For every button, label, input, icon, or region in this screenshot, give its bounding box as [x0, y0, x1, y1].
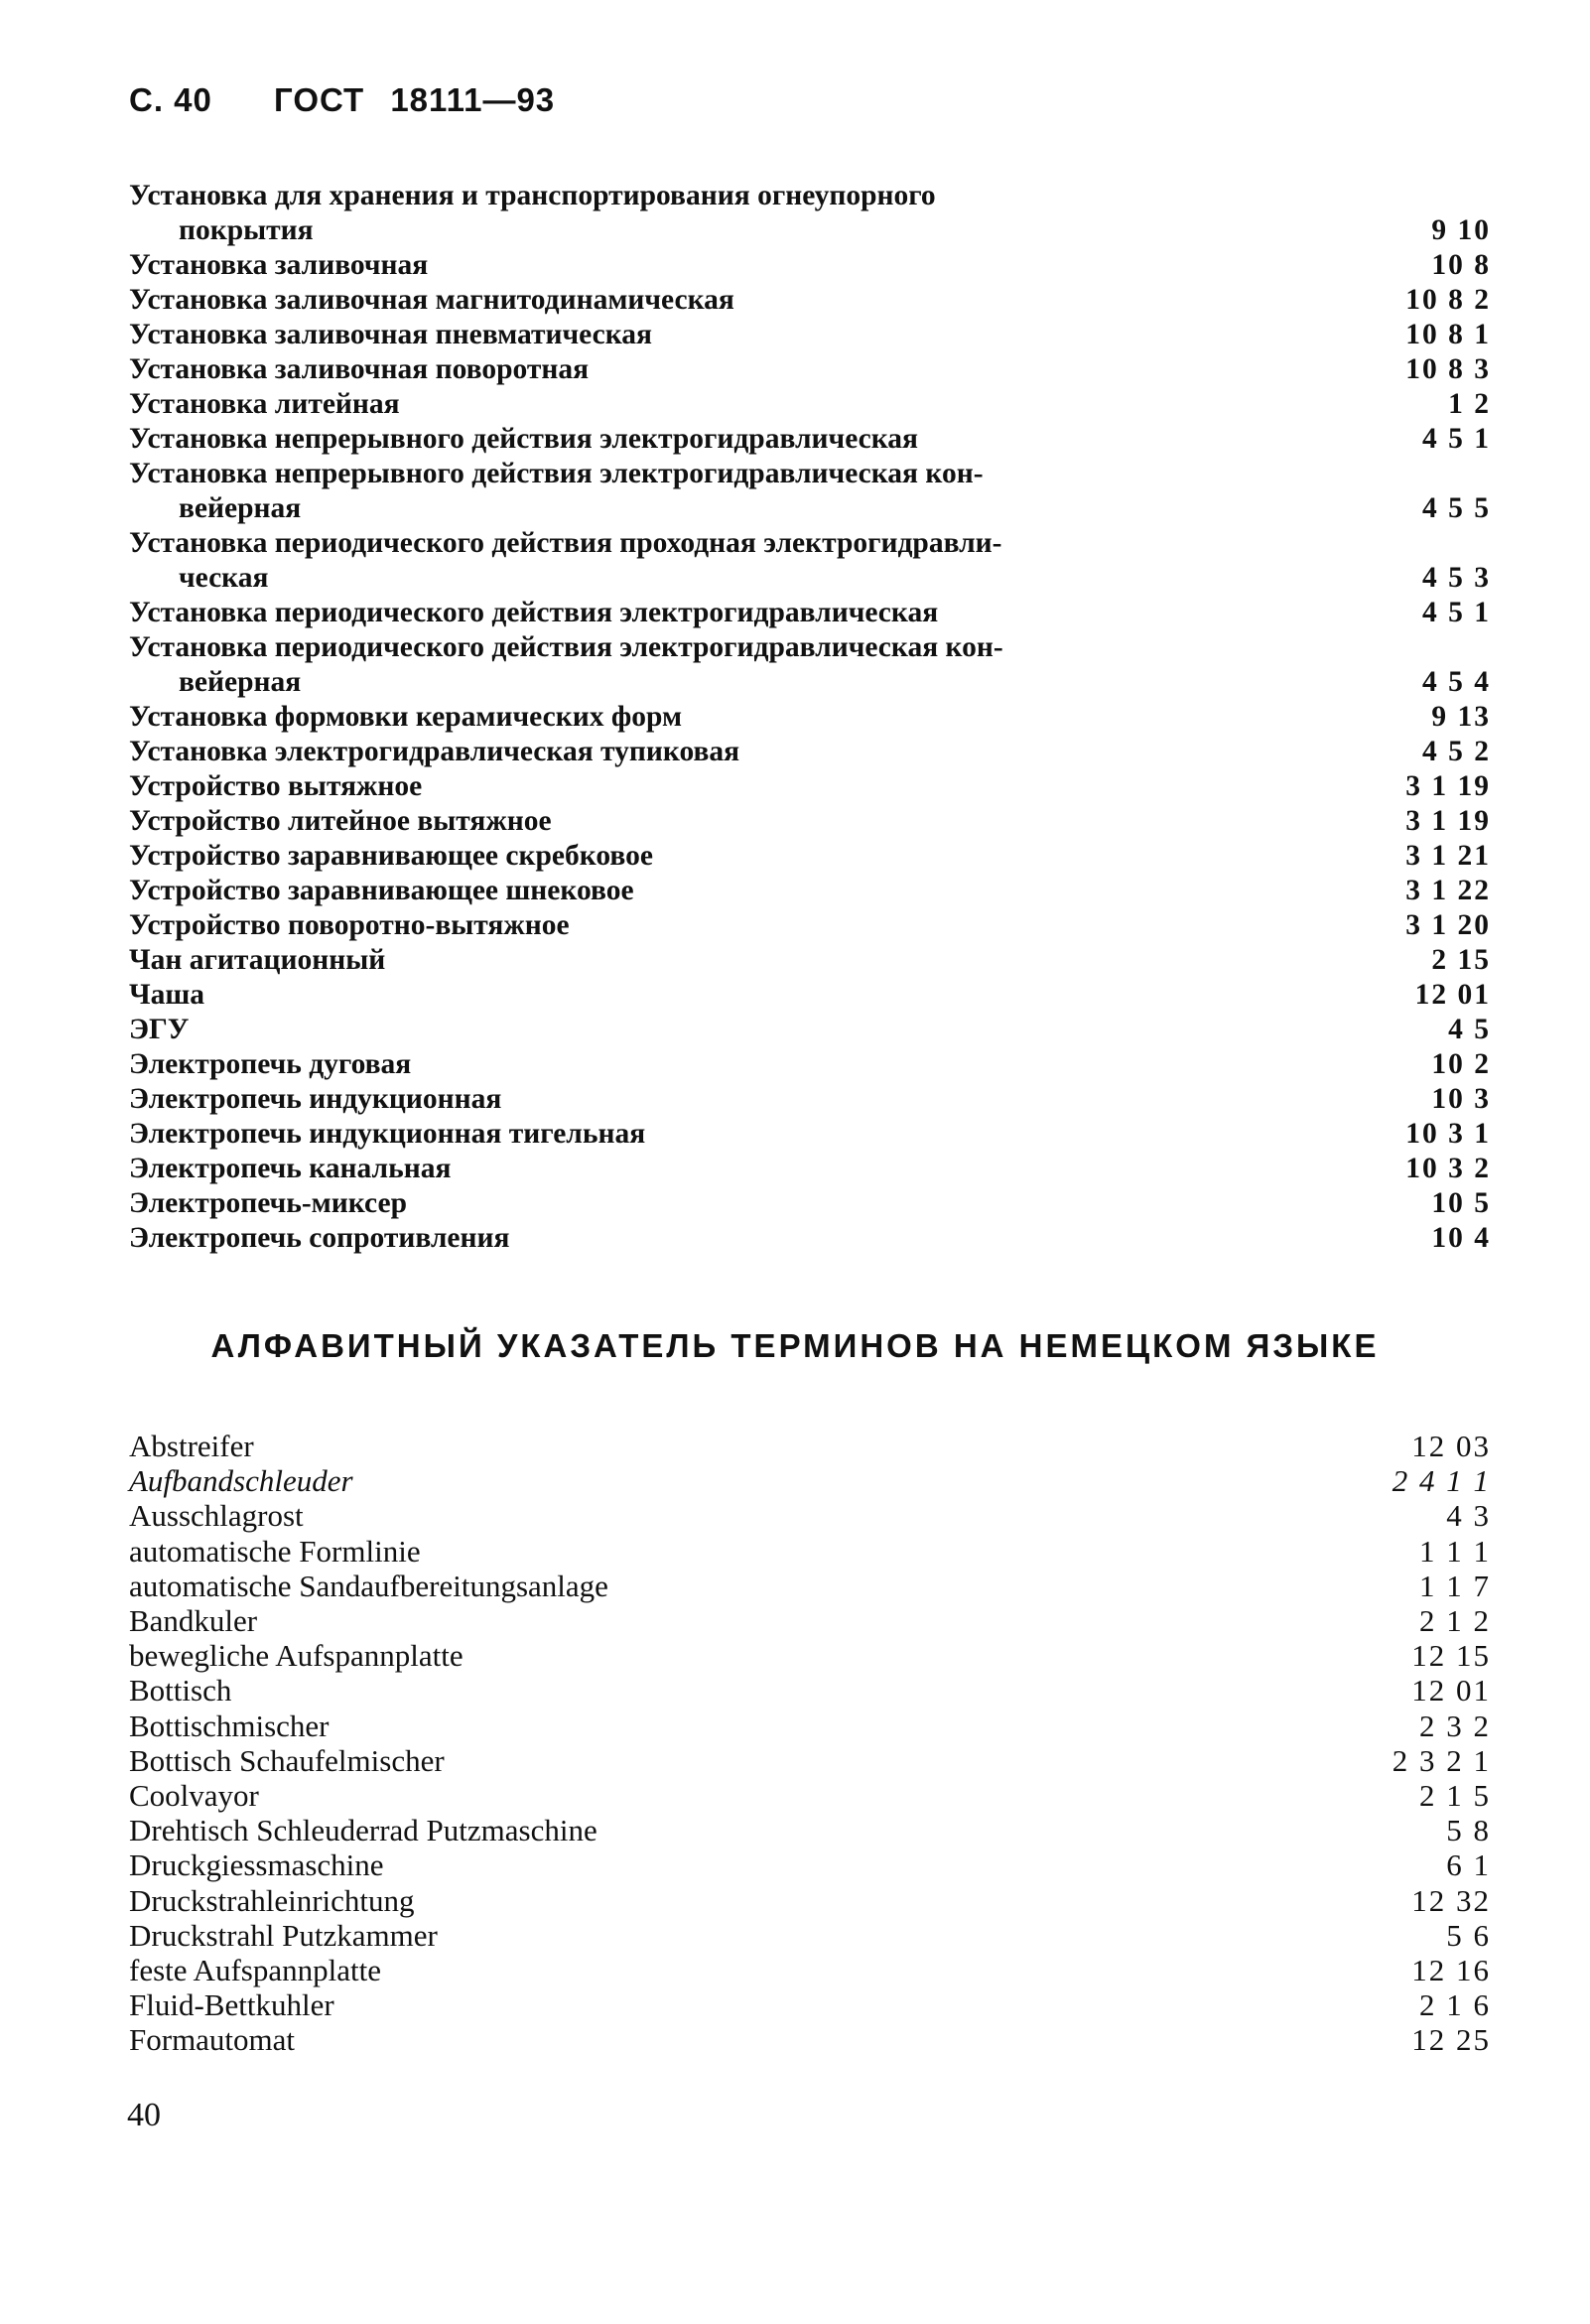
index-code: 12 32 — [1411, 1882, 1491, 1918]
index-term: automatische Formlinie — [129, 1533, 421, 1569]
index-entry — [129, 1638, 1491, 1673]
term-line: Установка непрерывного действия электрогидравлическая кон- — [129, 458, 984, 489]
index-code: 4 5 2 — [1422, 736, 1491, 767]
index-code: 3 1 20 — [1405, 909, 1491, 941]
index-term — [129, 179, 1431, 248]
index-term: feste Aufspannplatte — [129, 1953, 381, 1988]
index-term — [129, 1152, 1405, 1186]
term-line: Устройство литейное вытяжное — [129, 805, 552, 837]
index-code: 3 1 22 — [1405, 875, 1491, 906]
index-term — [129, 283, 1405, 318]
term-line: Установка непрерывного действия электрогидравлическая — [129, 423, 919, 455]
index-term: Coolvayor — [129, 1778, 259, 1814]
section-title: АЛФАВИТНЫЙ УКАЗАТЕЛЬ ТЕРМИНОВ НА НЕМЕЦКОМ ЯЗЫКЕ — [210, 1327, 1380, 1364]
index-code: 12 16 — [1411, 1953, 1491, 1988]
index-entry — [129, 1082, 1491, 1117]
index-code: 2 3 2 — [1419, 1708, 1491, 1743]
index-code: 1 2 — [1448, 388, 1491, 420]
index-term: Bottisch Schaufelmischer — [129, 1742, 445, 1778]
index-entry — [129, 352, 1491, 387]
page-label: С. 40 — [129, 81, 212, 118]
index-term — [129, 630, 1422, 700]
index-term — [129, 700, 1431, 735]
index-code: 10 3 2 — [1405, 1153, 1491, 1184]
russian-index-list — [129, 179, 1491, 1256]
index-term — [129, 1186, 1431, 1221]
index-code: 4 5 1 — [1422, 597, 1491, 628]
term-line: Устройство вытяжное — [129, 770, 423, 802]
standard-number: 18111—93 — [390, 81, 556, 118]
index-term — [129, 422, 1422, 457]
term-line: Установка периодического действия проходная электрогидравли- — [129, 527, 1002, 559]
index-code: 10 8 3 — [1405, 353, 1491, 385]
index-code: 5 6 — [1446, 1917, 1491, 1953]
index-entry — [129, 735, 1491, 769]
index-entry — [129, 1813, 1491, 1847]
index-entry — [129, 630, 1491, 700]
term-line: ЭГУ — [129, 1014, 190, 1045]
index-code: 10 5 — [1431, 1187, 1491, 1219]
index-entry — [129, 318, 1491, 352]
term-line: Установка электрогидравлическая тупиковая — [129, 736, 740, 767]
index-entry — [129, 1463, 1491, 1498]
index-entry — [129, 1047, 1491, 1082]
index-code: 12 03 — [1411, 1429, 1491, 1463]
index-term: Drehtisch Schleuderrad Putzmaschine — [129, 1813, 597, 1848]
index-code: 4 3 — [1446, 1498, 1491, 1534]
index-term — [129, 1117, 1405, 1152]
term-line-continuation: вейерная — [179, 492, 302, 524]
index-code: 2 15 — [1431, 944, 1491, 976]
index-code: 10 4 — [1431, 1222, 1491, 1254]
index-code: 10 3 1 — [1405, 1118, 1491, 1150]
term-line: Электропечь индукционная тигельная — [129, 1118, 646, 1150]
footer-page-number: 40 — [127, 2097, 161, 2133]
index-entry — [129, 978, 1491, 1013]
index-entry — [129, 1221, 1491, 1256]
index-code: 10 8 — [1431, 249, 1491, 281]
index-entry — [129, 1709, 1491, 1743]
index-code: 4 5 1 — [1422, 423, 1491, 455]
index-term — [129, 1221, 1431, 1256]
index-entry — [129, 422, 1491, 457]
index-code: 1 1 1 — [1419, 1533, 1491, 1569]
index-entry — [129, 1673, 1491, 1708]
index-term: Fluid-Bettkuhler — [129, 1987, 334, 2023]
index-code: 10 3 — [1431, 1083, 1491, 1115]
index-code: 4 5 3 — [1422, 562, 1491, 594]
index-code: 3 1 19 — [1405, 770, 1491, 802]
index-entry — [129, 1743, 1491, 1778]
index-entry — [129, 1847, 1491, 1882]
index-code: 2 1 6 — [1419, 1987, 1491, 2023]
index-code: 10 8 2 — [1405, 284, 1491, 316]
term-line: Устройство заравнивающее скребковое — [129, 840, 653, 872]
term-line: Электропечь сопротивления — [129, 1222, 510, 1254]
term-line: Устройство заравнивающее шнековое — [129, 875, 634, 906]
index-entry — [129, 179, 1491, 248]
standard-label: ГОСТ — [274, 81, 365, 118]
term-line: Установка заливочная поворотная — [129, 353, 590, 385]
index-code: 10 8 1 — [1405, 319, 1491, 350]
index-term — [129, 769, 1405, 804]
index-entry — [129, 248, 1491, 283]
index-term — [129, 387, 1448, 422]
index-code: 12 15 — [1411, 1638, 1491, 1674]
index-entry — [129, 526, 1491, 596]
index-term — [129, 457, 1422, 526]
index-term: Druckstrahl Putzkammer — [129, 1917, 438, 1953]
index-entry — [129, 839, 1491, 874]
index-entry — [129, 943, 1491, 978]
index-entry — [129, 769, 1491, 804]
term-line: Электропечь-миксер — [129, 1187, 407, 1219]
index-code: 2 1 5 — [1419, 1778, 1491, 1814]
index-term: Ausschlagrost — [129, 1498, 304, 1534]
index-entry — [129, 1498, 1491, 1533]
index-entry — [129, 1603, 1491, 1638]
index-term — [129, 318, 1405, 352]
index-entry — [129, 1429, 1491, 1463]
term-line: Установка заливочная магнитодинамическая — [129, 284, 734, 316]
index-entry — [129, 2022, 1491, 2057]
page-header — [129, 81, 555, 119]
term-line: Электропечь дуговая — [129, 1048, 412, 1080]
term-line: Установка литейная — [129, 388, 400, 420]
term-line: Установка заливочная — [129, 249, 429, 281]
index-code: 5 8 — [1446, 1813, 1491, 1848]
term-line: Установка периодического действия электрогидравлическая кон- — [129, 631, 1003, 663]
term-line: Установка для хранения и транспортирования огнеупорного — [129, 180, 936, 211]
index-entry — [129, 1987, 1491, 2022]
index-entry — [129, 283, 1491, 318]
index-entry — [129, 908, 1491, 943]
index-code: 9 10 — [1431, 214, 1491, 246]
index-term: Abstreifer — [129, 1429, 254, 1463]
index-entry — [129, 1918, 1491, 1953]
index-term: Bandkuler — [129, 1603, 258, 1639]
index-entry — [129, 874, 1491, 908]
index-term — [129, 352, 1405, 387]
index-term: Formautomat — [129, 2022, 296, 2058]
index-code: 4 5 5 — [1422, 492, 1491, 524]
term-line-continuation: покрытия — [179, 214, 314, 246]
index-entry — [129, 457, 1491, 526]
index-term — [129, 1047, 1431, 1082]
index-entry — [129, 1778, 1491, 1813]
term-line: Установка формовки керамических форм — [129, 701, 683, 733]
index-entry — [129, 1534, 1491, 1569]
index-entry — [129, 804, 1491, 839]
index-term: Bottisch — [129, 1673, 232, 1709]
index-term — [129, 1013, 1448, 1047]
index-code: 6 1 — [1446, 1847, 1491, 1883]
index-code: 12 01 — [1414, 979, 1491, 1011]
index-code: 4 5 — [1448, 1014, 1491, 1045]
german-index-list — [129, 1429, 1491, 2058]
index-term — [129, 526, 1422, 596]
index-term — [129, 248, 1431, 283]
term-line: Установка заливочная пневматическая — [129, 319, 652, 350]
index-term — [129, 839, 1405, 874]
index-code: 12 25 — [1411, 2022, 1491, 2058]
index-code: 2 1 2 — [1419, 1603, 1491, 1639]
term-line: Устройство поворотно-вытяжное — [129, 909, 570, 941]
index-entry — [129, 387, 1491, 422]
index-term: automatische Sandaufbereitungsanlage — [129, 1568, 608, 1603]
term-line: Электропечь канальная — [129, 1153, 452, 1184]
index-entry — [129, 700, 1491, 735]
index-entry — [129, 1013, 1491, 1047]
index-code: 4 5 4 — [1422, 666, 1491, 698]
index-entry — [129, 1117, 1491, 1152]
index-code: 12 01 — [1411, 1673, 1491, 1709]
index-term — [129, 1082, 1431, 1117]
index-code: 3 1 19 — [1405, 805, 1491, 837]
index-code: 2 3 2 1 — [1391, 1742, 1491, 1778]
index-term — [129, 978, 1415, 1013]
index-code: 10 2 — [1431, 1048, 1491, 1080]
index-term: Bottischmischer — [129, 1708, 330, 1743]
index-term — [129, 943, 1431, 978]
term-line: Установка периодического действия электрогидравлическая — [129, 597, 939, 628]
index-entry — [129, 1152, 1491, 1186]
term-line: Чаша — [129, 979, 205, 1011]
index-code: 9 13 — [1431, 701, 1491, 733]
index-term: Aufbandschleuder — [129, 1463, 353, 1499]
index-term: bewegliche Aufspannplatte — [129, 1638, 464, 1674]
index-entry — [129, 1953, 1491, 1987]
index-code: 3 1 21 — [1405, 840, 1491, 872]
term-line-continuation: ческая — [179, 562, 269, 594]
index-term — [129, 596, 1422, 630]
index-term — [129, 874, 1405, 908]
term-line: Электропечь индукционная — [129, 1083, 502, 1115]
index-term — [129, 735, 1422, 769]
term-line-continuation: вейерная — [179, 666, 302, 698]
term-line: Чан агитационный — [129, 944, 386, 976]
index-entry — [129, 1569, 1491, 1603]
index-code: 1 1 7 — [1419, 1568, 1491, 1603]
index-code: 2 4 1 1 — [1391, 1463, 1491, 1499]
index-entry — [129, 1186, 1491, 1221]
index-entry — [129, 596, 1491, 630]
index-term: Druckgiessmaschine — [129, 1847, 384, 1883]
index-term — [129, 908, 1405, 943]
index-term — [129, 804, 1405, 839]
index-entry — [129, 1883, 1491, 1918]
index-term: Druckstrahleinrichtung — [129, 1882, 415, 1918]
